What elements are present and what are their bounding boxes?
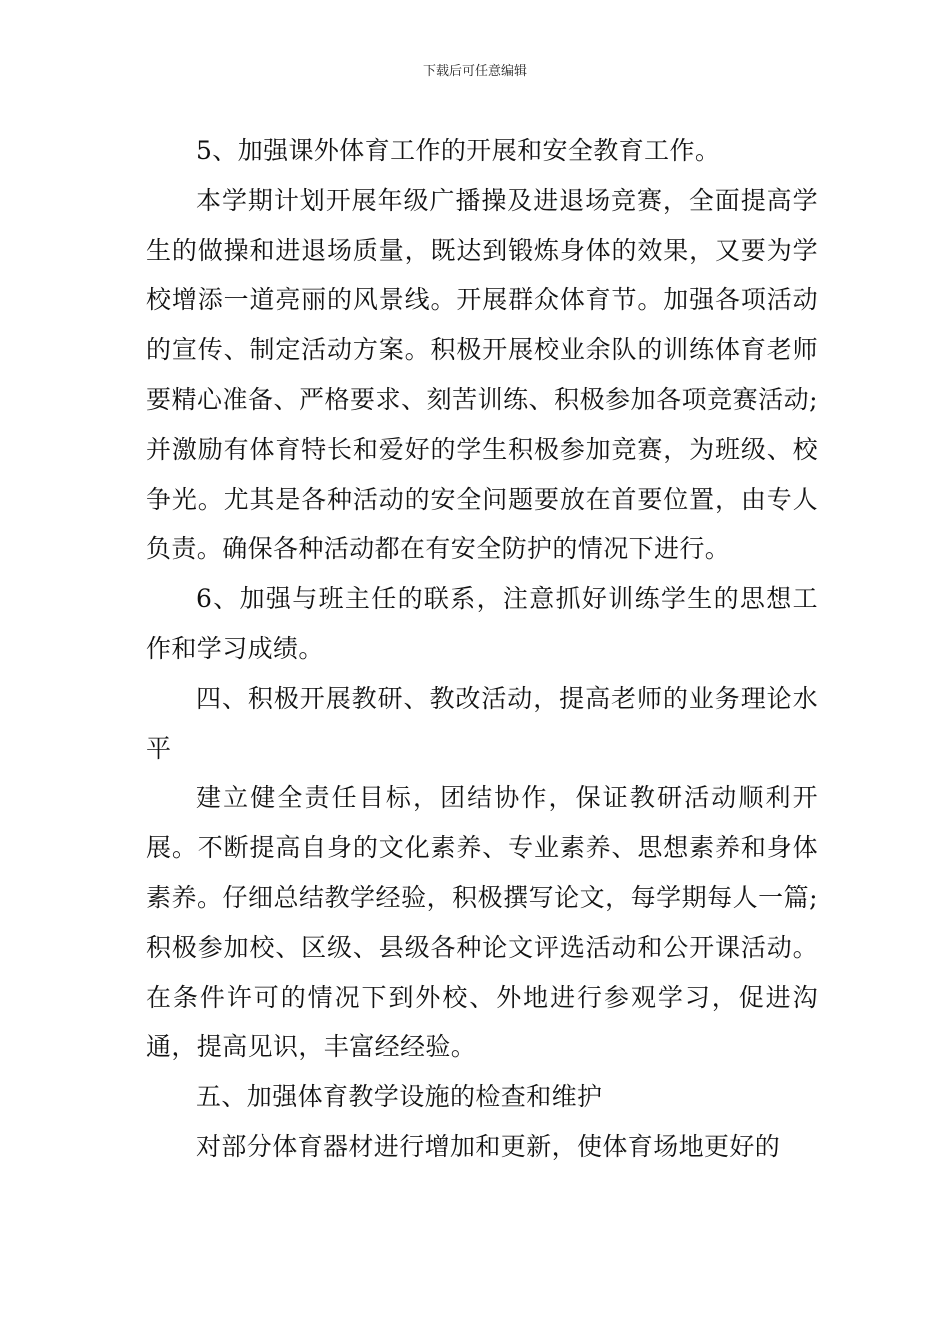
section-heading-5: 五、加强体育教学设施的检查和维护 xyxy=(196,1082,603,1112)
paragraph-item-6: 6、加强与班主任的联系，注意抓好训练学生的思想工作和学习成绩。 xyxy=(146,584,818,663)
page-header: 下载后可任意编辑 xyxy=(422,64,527,79)
section-heading-4: 四、积极开展教研、教改活动，提高老师的业务理论水平 xyxy=(146,683,818,763)
paragraph-equipment: 对部分体育器材进行增加和更新，使体育场地更好的 xyxy=(196,1131,781,1161)
paragraph-exercise-competition: 本学期计划开展年级广播操及进退场竞赛，全面提高学生的做操和进退场质量，既达到锻炼身体的效果，又要为学校增添一道亮丽的风景线。开展群众体育节。加强各项活动的宣传、制定活动方案。积极开展校业余队的训练体育老师要精心准备、严格要求、刻苦训练、积极参加各项竞赛活动;并激励有体育特长和爱好的学生积极参加竞赛，为班级、校争光。尤其是各种活动的安全问题要放在首要位置，由专人负责。确保各种活动都在有安全防护的情况下进行。 xyxy=(146,185,818,564)
paragraph-teaching-research: 建立健全责任目标，团结协作，保证教研活动顺利开展。不断提高自身的文化素养、专业素养、思想素养和身体素养。仔细总结教学经验，积极撰写论文，每学期每人一篇;积极参加校、区级、县级各种论文评选活动和公开课活动。在条件许可的情况下到外校、外地进行参观学习，促进沟通，提高见识，丰富经经验。 xyxy=(146,783,818,1062)
paragraph-item-5: 5、加强课外体育工作的开展和安全教育工作。 xyxy=(196,136,721,165)
document-body xyxy=(146,126,818,1172)
